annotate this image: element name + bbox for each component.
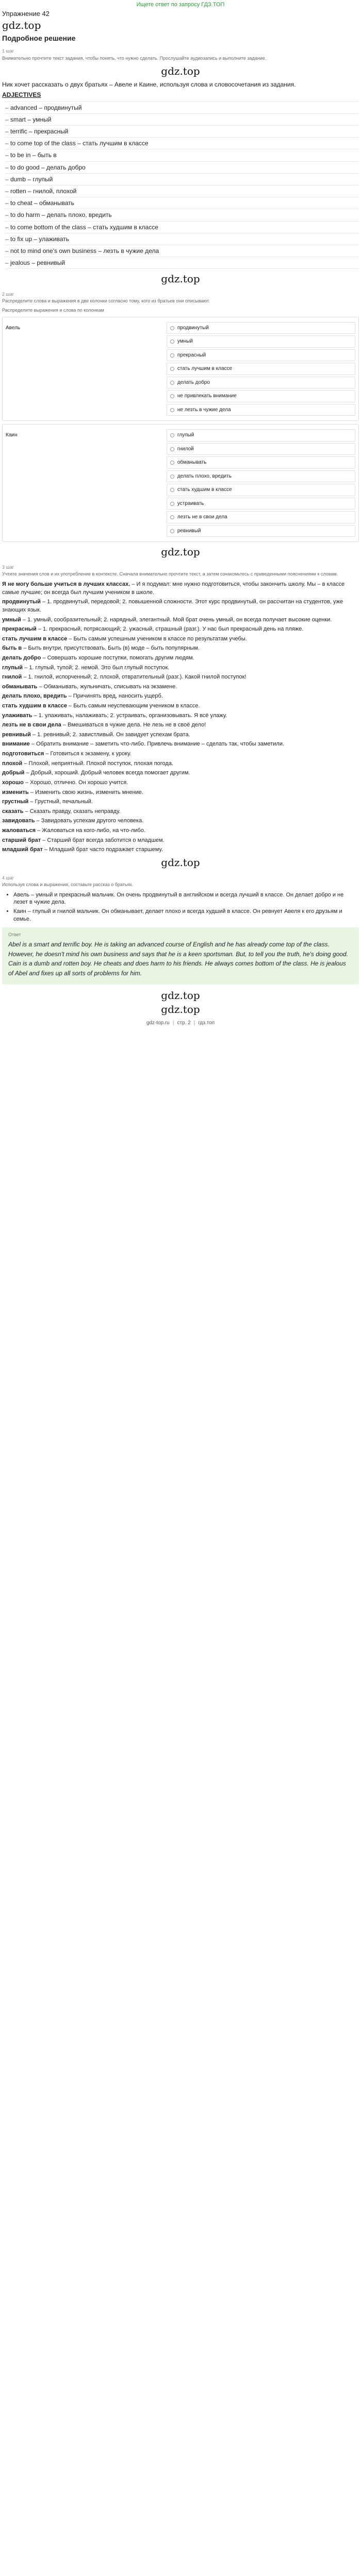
glossary-separator: – [67, 703, 74, 709]
glossary-term: жаловаться [2, 827, 36, 834]
word-item: – terrific – прекрасный [5, 125, 359, 137]
glossary-text: 1. умный, сообразительный; 2. нарядный, элегантный. Мой брат очень умный, он всегда получает высокие оценки. [27, 616, 332, 623]
match-option-label: не привлекать внимание [177, 393, 237, 399]
match-option[interactable] [167, 322, 355, 334]
adjectives-header: ADJECTIVES [2, 91, 41, 99]
subtitle: Подробное решение [2, 33, 76, 42]
match-name: Каин [6, 432, 18, 438]
glossary-entry [2, 750, 359, 758]
intro-text: Ник хочет рассказать о двух братьях – Авеле и Каине, используя слова и словосочетания из задания. [2, 81, 296, 89]
step-instruction: Используя слова и выражения, составьте рассказ о братьях. [2, 882, 134, 887]
word-item: – rotten – гнилой, плохой [5, 185, 359, 197]
glossary-entry [2, 664, 359, 672]
glossary-term: добрый [2, 770, 25, 776]
glossary-term: прекрасный [2, 626, 37, 633]
word-item: – to do good – делать добро [5, 161, 359, 173]
glossary-text: Обратить внимание – заметить что-либо. Привлечь внимание – сделать так, чтобы заметили. [36, 741, 285, 748]
glossary-entry [2, 692, 359, 701]
glossary-separator: – [43, 846, 50, 853]
match-option-label: стать худшим в классе [177, 487, 232, 493]
match-option-label: умный [177, 338, 193, 345]
glossary-term: грустный [2, 799, 29, 805]
glossary-separator: – [67, 693, 73, 700]
glossary [2, 581, 359, 854]
radio-icon [170, 394, 174, 398]
glossary-entry [2, 616, 359, 624]
glossary-text: Вмешиваться в чужие дела. Не лезь не в своё дело! [67, 722, 206, 728]
watermark: gdz.top [161, 546, 200, 558]
match-option-label: ревнивый [177, 528, 201, 534]
glossary-separator: – [24, 770, 31, 776]
glossary-text: 1. ревнивый; 2. завистливый. Он завидует успехам брата. [37, 731, 190, 738]
match-option-label: продвинутый [177, 325, 209, 331]
match-option[interactable] [167, 429, 355, 442]
word-item: – advanced – продвинутый [5, 101, 359, 113]
glossary-text: Хорошо, отлично. Он хорошо учится. [30, 779, 128, 786]
glossary-term: плохой [2, 760, 23, 767]
glossary-term: стать худшим в классе [2, 703, 67, 709]
glossary-separator: – [35, 818, 41, 824]
match-option[interactable] [167, 456, 355, 469]
match-option-label: делать плохо, вредить [177, 473, 232, 479]
glossary-term: глупый [2, 664, 23, 671]
glossary-entry [2, 625, 359, 634]
glossary-separator: – [41, 654, 47, 661]
match-option-label: делать добро [177, 379, 210, 385]
match-option[interactable] [167, 484, 355, 496]
glossary-text: 1. глупый, тупой; 2. немой. Это был глупый поступок. [29, 664, 170, 671]
step-label: 1 шаг [2, 48, 14, 54]
glossary-term: изменить [2, 789, 29, 795]
watermark: gdz.top [161, 65, 200, 78]
radio-icon [170, 326, 174, 330]
glossary-separator: – [28, 789, 36, 795]
glossary-separator: – [44, 751, 51, 757]
match-option-label: прекрасный [177, 352, 206, 358]
word-list [5, 101, 359, 269]
match-option[interactable] [167, 349, 355, 362]
radio-icon [170, 515, 174, 519]
glossary-separator: – [32, 712, 39, 719]
radio-icon [170, 529, 174, 533]
glossary-text: Обманывать, жульничать, списывать на экзамене. [43, 683, 177, 690]
glossary-separator: – [37, 683, 44, 690]
glossary-separator: – [30, 731, 38, 738]
glossary-text: И я подумал: мне нужно подготовиться, чтобы закончить школу. Мы – в классе самые лучшие; он всегда был лучшим учеником в школе. [2, 581, 345, 596]
glossary-separator: – [28, 799, 35, 805]
answer-text: Abel is a smart and terrific boy. He is taking an advanced course of English and he has already come top of the class. However, he doesn't mind his own business and says that he is a keen sportsman. But, to tell you the truth, he's doing good. Cain is a dumb and rotten boy. He cheats and does harm to his friends. He always comes bottom of the class. He is jealous of Abel and fixes up all sorts of problems for him. [8, 941, 348, 977]
match-option-label: устраивать [177, 500, 204, 506]
step-label: 2 шаг [2, 292, 14, 297]
watermark: gdz.top [161, 273, 200, 285]
glossary-separator: – [36, 626, 43, 633]
glossary-text: Старший брат всегда заботится о младшем. [47, 837, 165, 843]
word-item: – to be in – быть в [5, 149, 359, 161]
glossary-term: старший брат [2, 837, 41, 843]
radio-icon [170, 488, 174, 492]
next-link[interactable]: гдз.топ [198, 1020, 215, 1026]
story-item: • Каин – глупый и гнилой мальчик. Он обманывает, делает плохо и всегда худший в классе. Он ревнует Авеля к его друзьям и семье. [13, 908, 359, 923]
match-option[interactable] [167, 404, 355, 416]
radio-icon [170, 447, 174, 451]
pagination-footer: gdz-top.ru | стр. 2 | гдз.топ [146, 1020, 215, 1026]
glossary-entry [2, 760, 359, 768]
glossary-entry [2, 635, 359, 643]
glossary-text: Завидовать успехам другого человека. [41, 818, 144, 824]
match-option[interactable] [167, 470, 355, 483]
glossary-term: подготовиться [2, 751, 44, 757]
glossary-text: Причинять вред, наносить ущерб. [73, 693, 163, 700]
match-option[interactable] [167, 525, 355, 537]
watermark: gdz.top [161, 989, 200, 1002]
radio-icon [170, 381, 174, 385]
glossary-text: Совершать хорошие поступки, помогать другим людям. [47, 654, 194, 661]
match-name: Авель [6, 325, 21, 331]
radio-icon [170, 474, 174, 479]
match-option[interactable] [167, 511, 355, 523]
glossary-text: Плохой, неприятный. Плохой поступок, плохая погода. [28, 760, 174, 767]
match-options [167, 428, 355, 538]
glossary-entry [2, 846, 359, 854]
glossary-entry [2, 581, 359, 597]
step-instruction: Внимательно прочтите текст задания, чтобы понять, что нужно сделать. Прослушайте аудиозапись и выполните задание. [2, 55, 267, 61]
story-item: • Авель – умный и прекрасный мальчик. Он очень продвинутый в английском и всегда лучший в классе. Он делает добро и не лезет в чужие дела. [13, 891, 359, 907]
glossary-separator: – [40, 599, 47, 605]
word-item: – smart – умный [5, 113, 359, 125]
word-item: – to come bottom of the class – стать худшим в классе [5, 221, 359, 233]
match-option[interactable] [167, 498, 355, 510]
match-card [2, 424, 359, 542]
glossary-term: ревнивый [2, 731, 31, 738]
page-title: Упражнение 42 [2, 10, 50, 18]
glossary-term: продвинутый [2, 599, 41, 605]
glossary-term: делать добро [2, 654, 41, 661]
watermark: gdz.top [2, 19, 41, 31]
glossary-term: обманывать [2, 683, 38, 690]
glossary-separator: – [22, 674, 28, 681]
glossary-separator: – [22, 760, 29, 767]
glossary-entry [2, 731, 359, 739]
glossary-separator: – [67, 635, 74, 642]
glossary-term: умный [2, 616, 21, 623]
glossary-term: сказать [2, 808, 24, 815]
glossary-term: быть в [2, 645, 22, 652]
glossary-text: Быть самым успешным учеником в классе по результатам учебы. [73, 635, 247, 642]
glossary-entry [2, 769, 359, 777]
glossary-entry [2, 827, 359, 835]
word-item: – dumb – глупый [5, 173, 359, 185]
glossary-entry [2, 712, 359, 720]
glossary-text: Готовиться к экзамену, к уроку. [50, 751, 132, 757]
watermark: gdz.top [161, 856, 200, 869]
glossary-text: Грустный, печальный. [35, 799, 93, 805]
radio-icon [170, 433, 174, 437]
top-link[interactable]: Ищете ответ по запросу ГДЗ.ТОП [136, 2, 225, 8]
radio-icon [170, 367, 174, 371]
glossary-term: завидовать [2, 818, 35, 824]
word-item: – to cheat – обманывать [5, 197, 359, 209]
match-option[interactable] [167, 443, 355, 455]
step-label: 4 шаг [2, 875, 14, 880]
glossary-term: лезть не в свои дела [2, 722, 61, 728]
prev-link[interactable]: gdz-top.ru [146, 1020, 170, 1026]
word-item: – not to mind one's own business – лезть в чужие дела [5, 245, 359, 257]
answer-box [2, 927, 359, 985]
glossary-term: делать плохо, вредить [2, 693, 67, 700]
glossary-text: 1. улаживать, налаживать; 2. устраивать, организовывать. Я всё улажу. [38, 712, 227, 719]
match-options [167, 320, 355, 418]
word-item: – to fix up – улаживать [5, 233, 359, 245]
glossary-separator: – [22, 645, 28, 652]
glossary-text: 1. прекрасный, потрясающий; 2. ужасный, страшный (разг.). У нас был прекрасный день на пляже. [42, 626, 304, 633]
radio-icon [170, 408, 174, 412]
step-instruction: Учтите значения слов и их употребление в контексте. Сначала внимательно прочтите текст, а затем ознакомьтесь с приведенными пояснениями к словам. [2, 571, 338, 577]
match-option-label: гнилой [177, 446, 194, 452]
glossary-text: Быть самым неуспевающим учеником в классе. [73, 703, 200, 709]
glossary-entry [2, 673, 359, 682]
word-item: – to come top of the class – стать лучшим в классе [5, 137, 359, 149]
glossary-entry [2, 837, 359, 845]
glossary-entry [2, 779, 359, 787]
page-number: стр. 2 [177, 1020, 191, 1026]
radio-icon [170, 461, 174, 465]
step-label: 3 шаг [2, 565, 14, 570]
glossary-text: Младший брат часто подражает старшему. [49, 846, 163, 853]
match-table-title: Распределите выражения и слова по колонкам [2, 308, 104, 313]
glossary-term: Я не могу больше учиться в лучших классах. [2, 581, 130, 588]
glossary-separator: – [23, 808, 30, 815]
glossary-text: Быть внутри, присутствовать. Быть (в) моде – быть популярным. [28, 645, 200, 652]
step-instruction: Распределите слова и выражения в две колонки согласно тому, кого из братьев они описывают. [2, 298, 210, 304]
glossary-entry [2, 740, 359, 749]
match-option[interactable] [167, 363, 355, 375]
glossary-term: хорошо [2, 779, 24, 786]
glossary-separator: – [23, 779, 30, 786]
glossary-separator: – [41, 837, 47, 843]
match-option[interactable] [167, 390, 355, 402]
glossary-term: гнилой [2, 674, 22, 681]
glossary-separator: – [21, 616, 28, 623]
radio-icon [170, 353, 174, 358]
radio-icon [170, 340, 174, 344]
glossary-entry [2, 645, 359, 653]
radio-icon [170, 502, 174, 506]
glossary-entry [2, 702, 359, 710]
glossary-entry [2, 808, 359, 816]
glossary-text: Сказать правду, сказать неправду. [29, 808, 121, 815]
glossary-entry [2, 789, 359, 797]
glossary-separator: – [23, 664, 29, 671]
story-list [13, 891, 359, 923]
word-item: – to do harm – делать плохо, вредить [5, 209, 359, 221]
match-option-label: стать лучшим в классе [177, 366, 233, 372]
glossary-separator: – [130, 581, 137, 588]
glossary-text: Изменить свою жизнь, изменить мнение. [35, 789, 143, 795]
glossary-separator: – [61, 722, 68, 728]
glossary-text: 1. продвинутый, передовой; 2. повышенной сложности. Этот курс продвинутый, он рассчитан на студентов, уже знающих язык. [2, 599, 343, 613]
glossary-entry [2, 683, 359, 691]
glossary-term: улаживать [2, 712, 32, 719]
match-option-label: глупый [177, 432, 194, 438]
glossary-text: Добрый, хороший. Добрый человек всегда помогает другим. [30, 770, 190, 776]
glossary-entry [2, 817, 359, 825]
glossary-term: стать лучшим в классе [2, 635, 68, 642]
glossary-term: внимание [2, 741, 30, 748]
glossary-separator: – [29, 741, 37, 748]
match-option-label: не лезть в чужие дела [177, 406, 231, 413]
glossary-entry [2, 598, 359, 614]
glossary-entry [2, 798, 359, 806]
glossary-entry [2, 654, 359, 663]
match-option-label: обманывать [177, 460, 207, 466]
glossary-separator: – [36, 827, 42, 834]
glossary-text: 1. гнилой, испорченный; 2. плохой, отвратительный (разг.). Какой гнилой поступок! [28, 674, 247, 681]
match-card [2, 317, 359, 421]
glossary-term: младший брат [2, 846, 43, 853]
match-option[interactable] [167, 335, 355, 348]
glossary-entry [2, 721, 359, 730]
match-option-label: лезть не в свои дела [177, 514, 227, 520]
watermark: gdz.top [161, 1003, 200, 1015]
word-item: – jealous – ревнивый [5, 257, 359, 269]
match-option[interactable] [167, 377, 355, 389]
answer-tag: Ответ [8, 931, 21, 937]
glossary-text: Жаловаться на кого-либо, на что-либо. [42, 827, 145, 834]
match-area [2, 317, 359, 543]
